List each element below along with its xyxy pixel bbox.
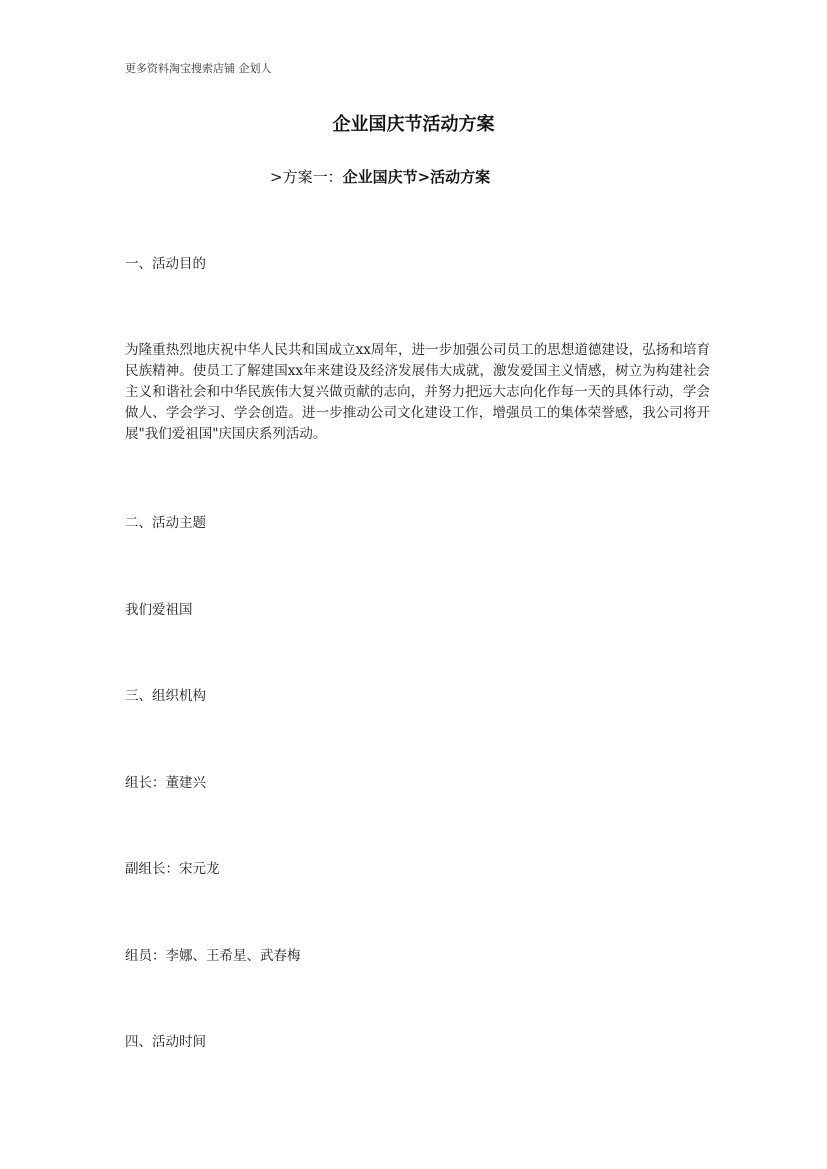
document-title: 企业国庆节活动方案	[332, 114, 495, 135]
org-deputy-leader: 副组长：宋元龙	[125, 861, 220, 877]
org-members: 组员：李娜、王希星、武春梅	[125, 948, 301, 964]
header-note: 更多资料淘宝搜索店铺 企划人	[125, 62, 272, 75]
org-leader: 组长：董建兴	[125, 775, 206, 791]
purpose-paragraph: 为隆重热烈地庆祝中华人民共和国成立xx周年，进一步加强公司员工的思想道德建设，弘扬和培育民族精神。使员工了解建国xx年来建设及经济发展伟大成就，激发爱国主义情感，树立为构建社会主义和谐社会和中华民族伟大复兴做贡献的志向，并努力把远大志向化作每一天的具体行动，学会做人、学会学习、学会创造。进一步推动公司文化建设工作，增强员工的集体荣誉感，我公司将开展"我们爱祖国"庆国庆系列活动。	[125, 342, 710, 442]
plan-subtitle-prefix: >方案一：	[270, 168, 343, 186]
theme-text: 我们爱祖国	[125, 602, 193, 618]
section-heading-time: 四、活动时间	[125, 1034, 206, 1050]
section-heading-theme: 二、活动主题	[125, 515, 206, 531]
section-heading-organization: 三、组织机构	[125, 688, 206, 704]
plan-subtitle	[270, 166, 490, 187]
plan-subtitle-main: 企业国庆节>活动方案	[342, 168, 491, 186]
section-heading-purpose: 一、活动目的	[125, 256, 206, 272]
